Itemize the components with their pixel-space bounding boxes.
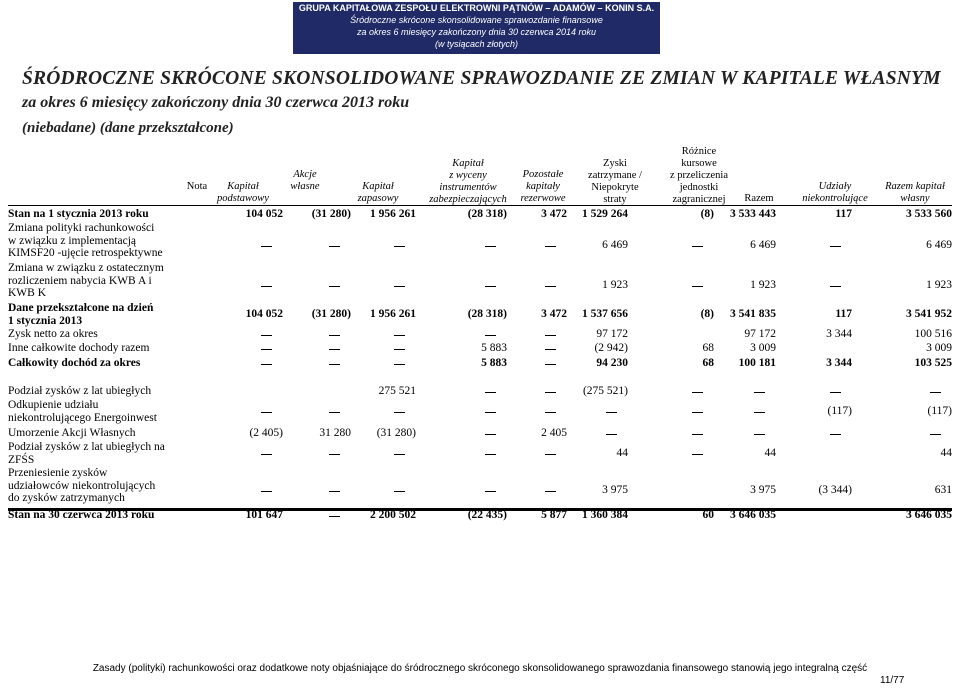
header-line3: (w tysiącach złotych) [434, 39, 519, 49]
table-cell: (28 318) [467, 208, 507, 220]
table-cell: 3 975 [750, 484, 776, 496]
empty-value-dash [485, 335, 496, 336]
column-header-c7: kursowe [681, 158, 717, 169]
table-cell: (28 318) [467, 308, 507, 320]
empty-value-dash [485, 392, 496, 393]
table-cell: 100 516 [914, 328, 952, 340]
table-cell: 3 472 [541, 308, 567, 320]
row-label: niekontrolującego Energoinwest [8, 411, 157, 424]
row-label: Inne całkowite dochody razem [8, 342, 150, 354]
column-header-nota: Nota [186, 181, 208, 192]
table-cell: 117 [835, 308, 852, 320]
column-header-c7: jednostki [679, 182, 719, 193]
empty-value-dash [830, 246, 841, 247]
row-label: Dane przekształcone na dzień [8, 302, 154, 314]
column-header-c10: własny [900, 193, 930, 204]
table-cell: 3 533 443 [730, 208, 776, 220]
empty-value-dash [692, 246, 703, 247]
empty-value-dash [394, 286, 405, 287]
empty-value-dash [329, 516, 340, 517]
empty-value-dash [329, 335, 340, 336]
empty-value-dash [261, 335, 272, 336]
header-rule [8, 205, 952, 206]
column-header-c9: Udziały [818, 181, 852, 192]
row-label: 1 stycznia 2013 [8, 314, 83, 327]
row-label: do zysków zatrzymanych [8, 492, 125, 504]
empty-value-dash [545, 392, 556, 393]
column-header-c8: Razem [744, 193, 774, 204]
table-cell: 31 280 [319, 427, 351, 439]
column-header-c6: Niepokryte [591, 182, 639, 193]
column-header-c1: Kapitał [227, 181, 259, 192]
empty-value-dash [261, 246, 272, 247]
column-header-c2: własne [290, 181, 320, 192]
empty-value-dash [545, 412, 556, 413]
empty-value-dash [329, 412, 340, 413]
empty-value-dash [261, 454, 272, 455]
table-cell: (8) [700, 208, 714, 220]
empty-value-dash [545, 286, 556, 287]
table-cell: (31 280) [311, 208, 351, 220]
table-cell: 3 009 [750, 342, 776, 354]
table-cell: (31 280) [376, 427, 416, 439]
table-cell: (117) [827, 405, 852, 417]
header-line1: Śródroczne skrócone skonsolidowane sprawozdanie finansowe [350, 15, 603, 25]
table-cell: 5 883 [481, 357, 507, 369]
table-cell: 1 956 261 [370, 308, 416, 320]
empty-value-dash [394, 412, 405, 413]
table-cell: 631 [934, 484, 952, 496]
table-cell: (2 942) [594, 342, 628, 354]
table-cell: 117 [835, 208, 852, 220]
column-header-c2: Akcje [293, 169, 317, 180]
empty-value-dash [329, 286, 340, 287]
empty-value-dash [485, 434, 496, 435]
row-label: KIMSF20 -ujęcie retrospektywne [8, 247, 163, 259]
table-cell: 103 525 [914, 357, 952, 369]
row-label: Stan na 30 czerwca 2013 roku [8, 509, 155, 521]
empty-value-dash [606, 412, 617, 413]
table-cell: (275 521) [582, 385, 628, 397]
empty-value-dash [329, 246, 340, 247]
row-label: w związku z implementacją [8, 234, 137, 247]
table-cell: 44 [616, 447, 628, 459]
empty-value-dash [692, 434, 703, 435]
table-cell: 6 469 [750, 239, 776, 251]
empty-value-dash [545, 246, 556, 247]
column-header-c7: z przeliczenia [670, 170, 728, 181]
table-cell: 3 646 035 [906, 509, 952, 521]
table-cell: 101 647 [245, 509, 283, 521]
empty-value-dash [692, 392, 703, 393]
table-cell: (22 435) [467, 509, 507, 521]
table-cell: 97 172 [596, 328, 628, 340]
bottom-rule-top [8, 508, 952, 511]
column-header-c4: instrumentów [439, 182, 497, 193]
statement-subtitle: za okres 6 miesięcy zakończony dnia 30 czerwca 2013 roku [22, 94, 410, 111]
empty-value-dash [545, 349, 556, 350]
empty-value-dash [692, 454, 703, 455]
empty-value-dash [394, 364, 405, 365]
empty-value-dash [754, 412, 765, 413]
empty-value-dash [692, 286, 703, 287]
column-header-c5: rezerwowe [520, 193, 566, 204]
empty-value-dash [485, 491, 496, 492]
empty-value-dash [545, 364, 556, 365]
row-label: Podział zysków z lat ubiegłych [8, 385, 152, 397]
statement-subtitle2: (niebadane) (dane przekształcone) [22, 120, 234, 136]
table-cell: 44 [940, 447, 952, 459]
page-number: 11/77 [880, 675, 905, 686]
column-header-c6: Zyski [603, 158, 627, 169]
empty-value-dash [754, 392, 765, 393]
table-cell: (8) [700, 308, 714, 320]
table-cell: 1 923 [750, 279, 776, 291]
table-cell: 3 533 560 [906, 208, 952, 220]
row-label: Przeniesienie zysków [8, 467, 108, 479]
column-header-c7: zagranicznej [672, 194, 726, 205]
empty-value-dash [545, 335, 556, 336]
empty-value-dash [394, 349, 405, 350]
table-cell: (117) [927, 405, 952, 417]
header-line2: za okres 6 miesięcy zakończony dnia 30 czerwca 2014 roku [356, 27, 597, 37]
empty-value-dash [261, 349, 272, 350]
table-cell: 94 230 [596, 357, 628, 369]
column-header-c3: zapasowy [357, 193, 399, 204]
table-cell: 100 181 [738, 357, 776, 369]
table-cell: 44 [764, 447, 776, 459]
empty-value-dash [261, 364, 272, 365]
column-header-c6: zatrzymane / [588, 170, 642, 181]
table-cell: 6 469 [602, 239, 628, 251]
table-cell: 5 883 [481, 342, 507, 354]
empty-value-dash [606, 434, 617, 435]
empty-value-dash [930, 434, 941, 435]
column-header-c7: Różnice [681, 146, 717, 157]
empty-value-dash [485, 246, 496, 247]
empty-value-dash [930, 392, 941, 393]
row-label: Zmiana polityki rachunkowości [8, 222, 155, 234]
table-cell: 97 172 [744, 328, 776, 340]
empty-value-dash [485, 286, 496, 287]
column-header-c5: Pozostałe [522, 169, 564, 180]
table-cell: 3 009 [926, 342, 952, 354]
table-cell: 275 521 [378, 385, 416, 397]
table-cell: 1 956 261 [370, 208, 416, 220]
page-header [293, 2, 660, 54]
empty-value-dash [329, 454, 340, 455]
table-cell: 1 529 264 [582, 208, 628, 220]
row-label: Umorzenie Akcji Własnych [8, 427, 136, 439]
table-cell: 3 541 835 [730, 308, 776, 320]
row-label: Odkupienie udziału [8, 399, 99, 411]
column-header-c6: straty [603, 194, 627, 205]
empty-value-dash [329, 491, 340, 492]
empty-value-dash [830, 392, 841, 393]
column-header-c3: Kapitał [362, 181, 394, 192]
row-label: ZFŚS [8, 453, 35, 466]
empty-value-dash [261, 491, 272, 492]
row-label: Podział zysków z lat ubiegłych na [8, 441, 165, 453]
row-label: rozliczeniem nabycia KWB A i [8, 274, 152, 287]
row-label: udziałowców niekontrolujących [8, 479, 156, 492]
column-header-c4: zabezpieczających [429, 194, 507, 205]
empty-value-dash [329, 349, 340, 350]
table-cell: 68 [702, 357, 714, 369]
empty-value-dash [830, 286, 841, 287]
column-header-c1: podstawowy [217, 193, 269, 204]
table-cell: 1 923 [926, 279, 952, 291]
row-label: KWB K [8, 287, 47, 299]
empty-value-dash [394, 246, 405, 247]
table-cell: 3 344 [826, 328, 852, 340]
table-cell: 104 052 [245, 208, 283, 220]
empty-value-dash [830, 434, 841, 435]
table-cell: 3 646 035 [730, 509, 776, 521]
empty-value-dash [394, 335, 405, 336]
column-header-c4: Kapitał [452, 158, 484, 169]
table-cell: (3 344) [818, 484, 852, 496]
table-cell: 104 052 [245, 308, 283, 320]
table-cell: (2 405) [249, 427, 283, 439]
table-cell: 60 [702, 509, 714, 521]
table-cell: 2 200 502 [370, 509, 416, 521]
table-cell: 1 923 [602, 279, 628, 291]
footer-note: Zasady (polityki) rachunkowości oraz dodatkowe noty objaśniające do śródrocznego skróconego skonsolidowanego sprawozdania finansowego stanowią jego integralną część [92, 663, 868, 674]
table-cell: 6 469 [926, 239, 952, 251]
table-cell: 3 975 [602, 484, 628, 496]
empty-value-dash [485, 412, 496, 413]
statement-title: ŚRÓDROCZNE SKRÓCONE SKONSOLIDOWANE SPRAWOZDANIE ZE ZMIAN W KAPITALE WŁASNYM [22, 68, 941, 89]
table-cell: 3 541 952 [906, 308, 952, 320]
column-header-c10: Razem kapitał [885, 181, 945, 192]
table-cell: 68 [702, 342, 714, 354]
empty-value-dash [485, 454, 496, 455]
empty-value-dash [545, 491, 556, 492]
column-header-c5: kapitały [526, 181, 560, 192]
column-header-c9: niekontrolujące [802, 193, 868, 204]
table-cell: 5 877 [541, 509, 567, 521]
table-cell: 1 360 384 [582, 509, 628, 521]
row-label: Zysk netto za okres [8, 328, 98, 340]
row-label: Całkowity dochód za okres [8, 357, 141, 369]
empty-value-dash [329, 364, 340, 365]
table-cell: 2 405 [541, 427, 567, 439]
empty-value-dash [692, 412, 703, 413]
table-cell: (31 280) [311, 308, 351, 320]
row-label: Zmiana w związku z ostatecznym [8, 262, 164, 274]
table-cell: 3 344 [826, 357, 852, 369]
empty-value-dash [261, 412, 272, 413]
empty-value-dash [394, 491, 405, 492]
header-company: GRUPA KAPITAŁOWA ZESPOŁU ELEKTROWNI PĄTNÓW – ADAMÓW – KONIN S.A. [298, 3, 655, 13]
empty-value-dash [754, 434, 765, 435]
empty-value-dash [545, 454, 556, 455]
row-label: Stan na 1 stycznia 2013 roku [8, 208, 149, 220]
empty-value-dash [394, 454, 405, 455]
column-header-c4: z wyceny [449, 170, 487, 181]
table-cell: 1 537 656 [582, 308, 628, 320]
table-cell: 3 472 [541, 208, 567, 220]
empty-value-dash [261, 286, 272, 287]
